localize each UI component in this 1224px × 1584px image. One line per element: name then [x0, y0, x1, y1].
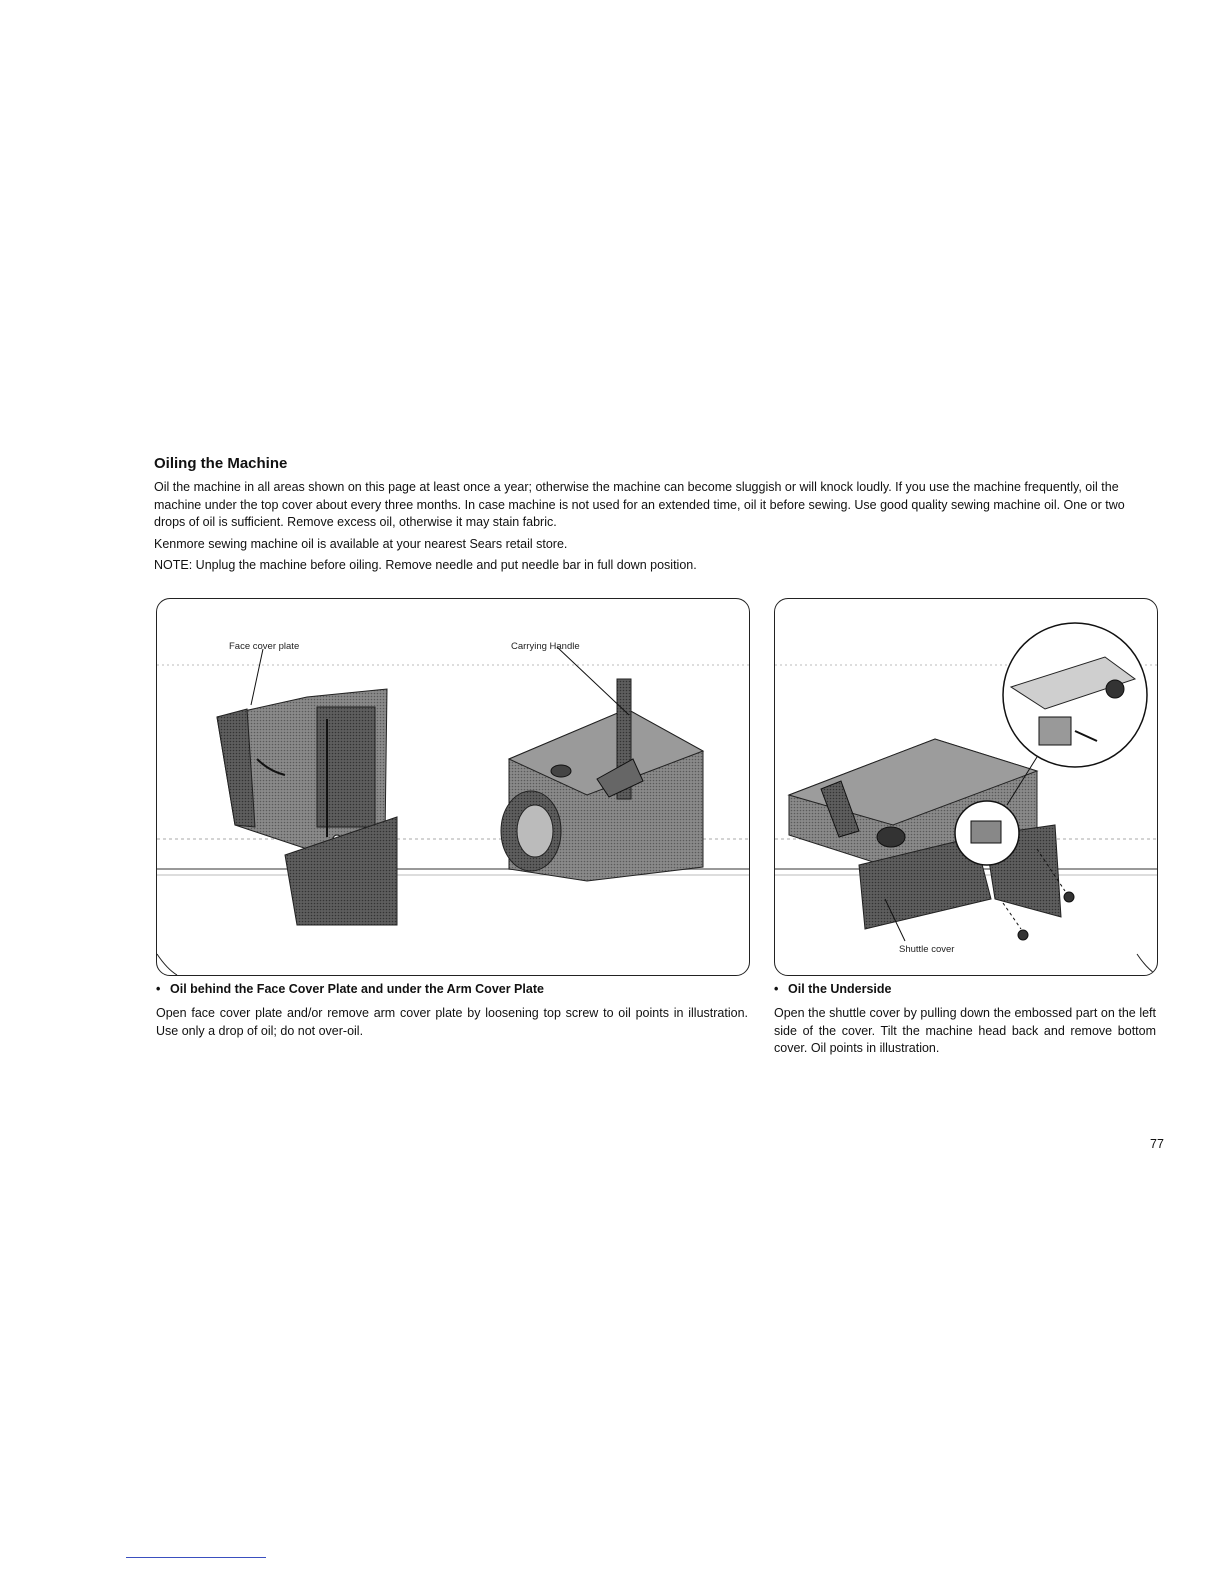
- label-face-cover-plate: Face cover plate: [229, 641, 300, 652]
- face-cover-illustration: [157, 599, 749, 975]
- section-title-underside-text: Oil the Underside: [788, 982, 892, 996]
- section-title-face-cover-text: Oil behind the Face Cover Plate and under the Arm Cover Plate: [170, 982, 544, 996]
- page-title: Oiling the Machine: [154, 455, 288, 472]
- label-carrying-handle: Carrying Handle: [511, 641, 580, 652]
- section-title-underside: [774, 982, 892, 996]
- section-title-face-cover: [156, 982, 544, 996]
- page-number: 77: [1150, 1137, 1164, 1151]
- illustration-underside-panel: [774, 598, 1158, 976]
- label-shuttle-cover: Shuttle cover: [899, 944, 955, 955]
- bullet-glyph: •: [774, 982, 779, 996]
- underside-illustration: [775, 599, 1157, 975]
- section-text-underside: Open the shuttle cover by pulling down the embossed part on the left side of the cover. Tilt the machine head back and remove bottom cover. Oil points in illustration.: [774, 1006, 1156, 1055]
- intro-text: [154, 479, 1158, 575]
- intro-paragraph-oiling-frequency: Oil the machine in all areas shown on this page at least once a year; otherwise the machine can become sluggish or will knock loudly. If you use the machine frequently, oil the machine under the top cover about every three months. In case machine is not used for an extended time, oil it before sewing. Use good quality sewing machine oil. One or two drops of oil is sufficient. Remove excess oil, otherwise it may stain fabric.: [154, 480, 1125, 529]
- section-text-face-cover: Open face cover plate and/or remove arm cover plate by loosening top screw to oil points in illustration. Use only a drop of oil; do not over-oil.: [156, 1006, 748, 1038]
- intro-paragraph-oil-availability: Kenmore sewing machine oil is available at your nearest Sears retail store.: [154, 536, 568, 551]
- intro-paragraph-note: NOTE: Unplug the machine before oiling. Remove needle and put needle bar in full down position.: [154, 558, 697, 572]
- footer-rule: [126, 1557, 266, 1558]
- bullet-glyph: •: [156, 982, 161, 996]
- illustration-face-cover-panel: [156, 598, 750, 976]
